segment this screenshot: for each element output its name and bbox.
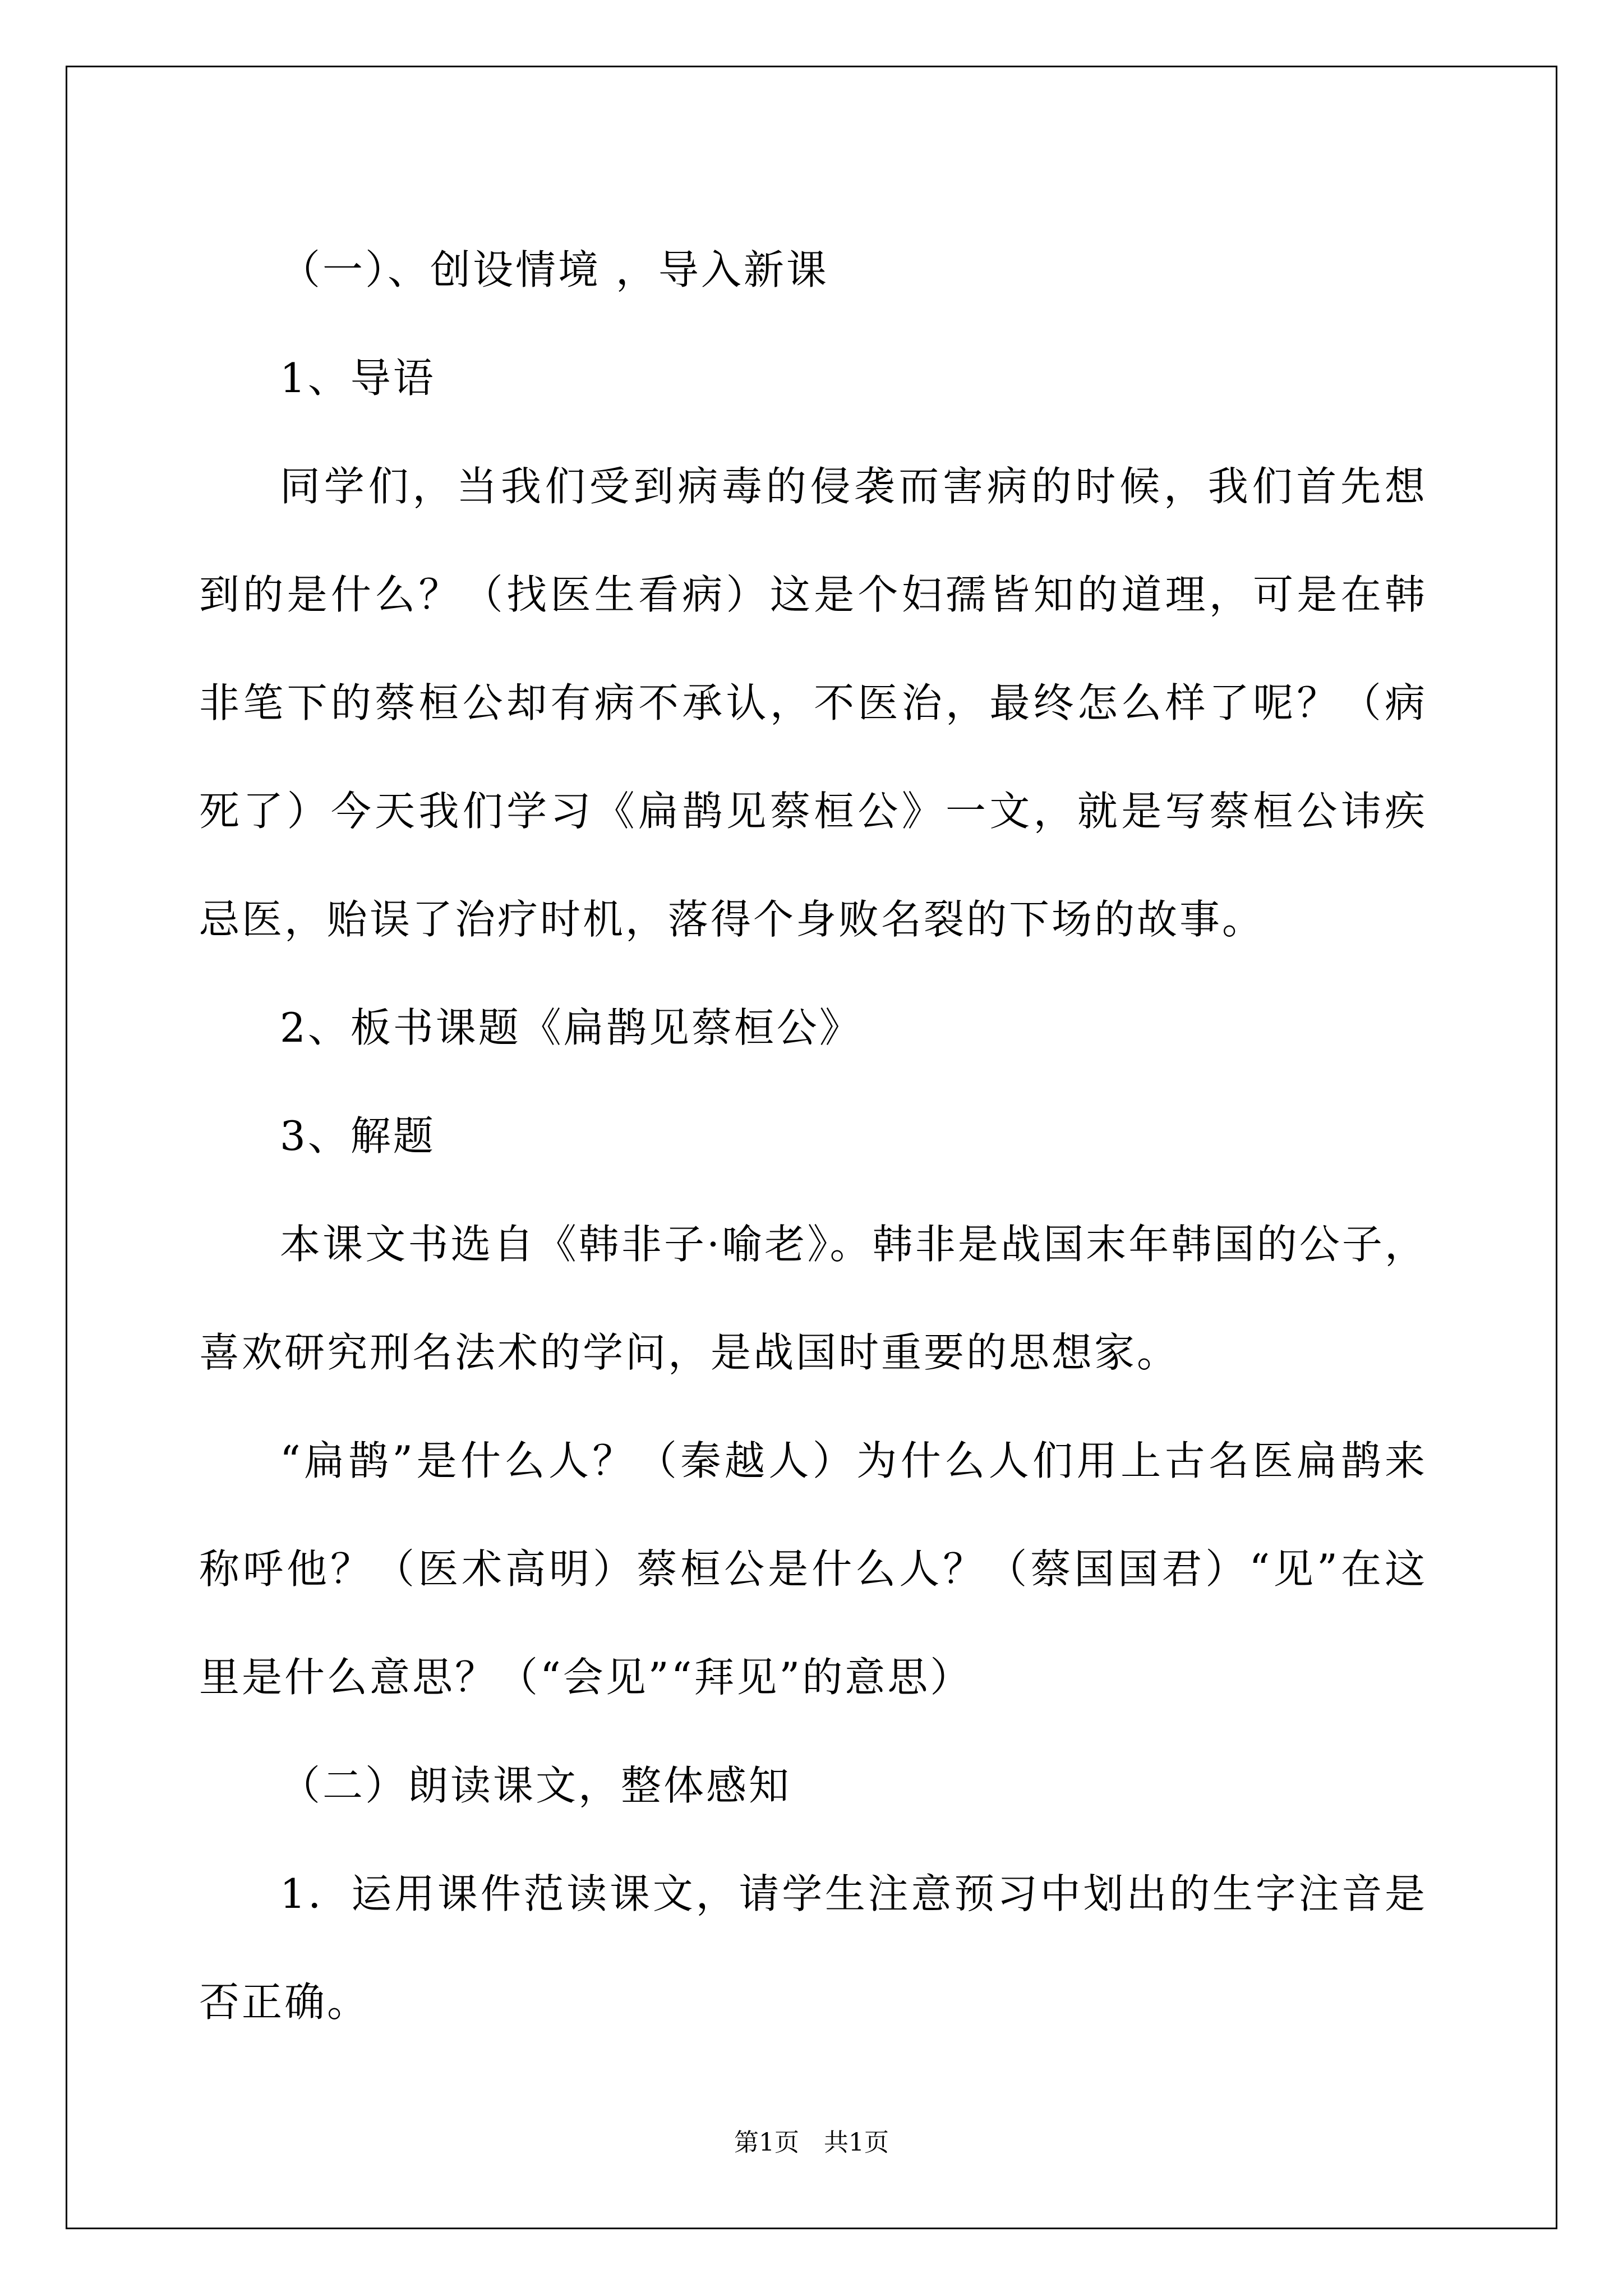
paragraph-intro-text: 同学们，当我们受到病毒的侵袭而害病的时候，我们首先想到的是什么？（找医生看病）这是个妇孺皆知的道理，可是在韩非笔下的蔡桓公却有病不承认，不医治，最终怎么样了呢？（病死了）今天我们学习《扁鹊见蔡桓公》一文，就是写蔡桓公讳疾忌医，贻误了治疗时机，落得个身败名裂的下场的故事。	[199, 463, 1427, 943]
paragraph-questions: “扁鹊”是什么人？（秦越人）为什么人们用上古名医扁鹊来称呼他？（医术高明）蔡桓公是什么人？（蔡国国君）“见”在这里是什么意思？（“会见”“拜见”的意思）	[199, 1437, 1427, 1701]
page-number: 第1页 共1页	[734, 2128, 889, 2157]
subheading-title: 2、板书课题《扁鹊见蔡桓公》	[280, 1004, 862, 1051]
section-heading-2: （二）朗读课文，整体感知	[280, 1762, 792, 1809]
subheading-explain: 3、解题	[280, 1112, 436, 1159]
document-body	[199, 216, 1427, 2056]
paragraph-source: 本课文书选自《韩非子·喻老》。韩非是战国末年韩国的公子，喜欢研究刑名法术的学问，是战国时重要的思想家。	[199, 1221, 1427, 1376]
section-heading-1: （一）、创设情境 ，导入新课	[280, 246, 829, 293]
paragraph-reading: 1．运用课件范读课文，请学生注意预习中划出的生字注音是否正确。	[199, 1870, 1427, 2026]
subheading-intro: 1、导语	[280, 355, 436, 402]
